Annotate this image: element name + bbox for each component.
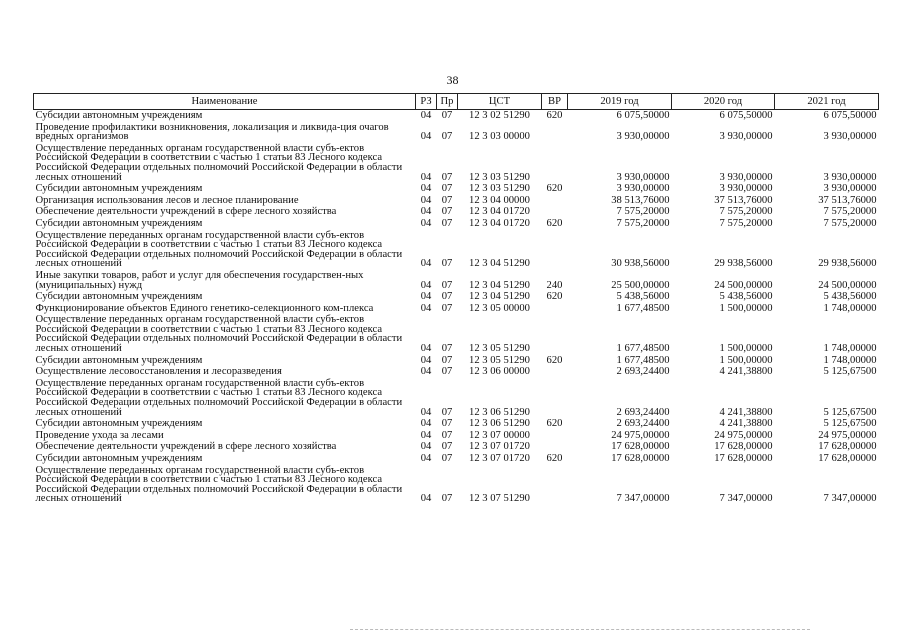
cell-cst: 12 3 04 51290 xyxy=(469,258,530,270)
cell-rz: 04 xyxy=(420,429,432,441)
cell-2019: 2 693,24400 xyxy=(616,406,670,418)
cell-rz: 04 xyxy=(420,258,432,270)
cell-name: Осуществление переданных органам государственной власти субъ-ектов Российской Федерации в соответствии с частью 1 статьи 83 Лесного кодекса Российской Федерации отдельных полномочий Российской Федерации в области лесных отношений xyxy=(35,377,403,418)
table-row xyxy=(34,206,879,218)
cell-name: Обеспечение деятельности учреждений в сфере лесного хозяйства xyxy=(35,206,337,218)
cell-2021: 7 347,00000 xyxy=(823,493,877,505)
cell-2021: 24 975,00000 xyxy=(818,429,877,441)
cell-2019: 7 575,20000 xyxy=(616,206,670,218)
cell-rz: 04 xyxy=(420,110,432,121)
cell-name: Осуществление переданных органам государственной власти субъ-ектов Российской Федерации в соответствии с частью 1 статьи 83 Лесного кодекса Российской Федерации отдельных полномочий Российской Федерации в области лесных отношений xyxy=(35,142,403,183)
cell-2019: 7 347,00000 xyxy=(616,493,670,505)
cell-vr: 620 xyxy=(546,418,563,430)
cell-2021: 24 500,00000 xyxy=(818,279,877,291)
cell-vr xyxy=(542,378,568,418)
cell-rz: 04 xyxy=(420,171,432,183)
cell-2021: 3 930,00000 xyxy=(823,183,877,195)
cell-cst: 12 3 06 51290 xyxy=(469,418,530,430)
cell-2020: 6 075,50000 xyxy=(719,110,773,121)
cell-cst: 12 3 03 51290 xyxy=(469,183,530,195)
cell-2019: 3 930,00000 xyxy=(616,183,670,195)
cell-rz: 04 xyxy=(420,194,432,206)
cell-vr xyxy=(542,206,568,218)
cell-name: Субсидии автономным учреждениям xyxy=(35,418,203,430)
cell-2020: 17 628,00000 xyxy=(714,441,773,453)
cell-cst: 12 3 07 01720 xyxy=(469,453,530,464)
cell-vr xyxy=(542,195,568,207)
cell-pr: 07 xyxy=(441,453,453,464)
cell-2020: 7 575,20000 xyxy=(719,206,773,218)
cell-pr: 07 xyxy=(441,441,453,453)
cell-2019: 3 930,00000 xyxy=(616,171,670,183)
cell-cst: 12 3 03 51290 xyxy=(469,171,530,183)
page-number: 38 xyxy=(446,73,459,87)
cell-2021: 17 628,00000 xyxy=(818,453,877,464)
cell-rz: 04 xyxy=(420,441,432,453)
cell-cst: 12 3 04 01720 xyxy=(469,217,530,229)
cell-pr: 07 xyxy=(441,493,453,505)
table-row xyxy=(34,143,879,183)
cell-pr: 07 xyxy=(441,110,453,121)
cell-name: Субсидии автономным учреждениям xyxy=(35,291,203,303)
cell-pr: 07 xyxy=(441,258,453,270)
cell-pr: 07 xyxy=(441,366,453,378)
cell-cst: 12 3 05 51290 xyxy=(469,343,530,355)
cell-2019: 1 677,48500 xyxy=(616,302,670,314)
cell-vr: 620 xyxy=(546,217,563,229)
table-row xyxy=(34,378,879,418)
cell-2020: 24 500,00000 xyxy=(714,279,773,291)
header-2020: 2020 год xyxy=(672,94,775,110)
header-pr: Пр xyxy=(437,94,458,110)
cell-2021: 1 748,00000 xyxy=(823,343,877,355)
cell-rz: 04 xyxy=(420,493,432,505)
cell-cst: 12 3 06 51290 xyxy=(469,406,530,418)
cell-pr: 07 xyxy=(441,429,453,441)
cell-pr: 07 xyxy=(441,354,453,366)
table-row xyxy=(34,291,879,303)
header-cst: ЦСТ xyxy=(458,94,542,110)
cell-vr xyxy=(542,441,568,453)
cell-2019: 17 628,00000 xyxy=(611,453,670,464)
cell-vr: 620 xyxy=(546,453,563,464)
cell-rz: 04 xyxy=(420,453,432,464)
cell-pr: 07 xyxy=(441,406,453,418)
cell-2019: 2 693,24400 xyxy=(616,418,670,430)
cell-cst: 12 3 02 51290 xyxy=(469,110,530,121)
cell-cst: 12 3 05 51290 xyxy=(469,354,530,366)
cell-cst: 12 3 04 51290 xyxy=(469,279,530,291)
cell-pr: 07 xyxy=(441,171,453,183)
cell-2019: 25 500,00000 xyxy=(611,279,670,291)
table-row xyxy=(34,418,879,430)
cell-cst: 12 3 07 00000 xyxy=(469,429,530,441)
cell-pr: 07 xyxy=(441,418,453,430)
table-row xyxy=(34,441,879,453)
header-2019: 2019 год xyxy=(568,94,672,110)
cell-name: Субсидии автономным учреждениям xyxy=(35,183,203,195)
cell-2020: 4 241,38800 xyxy=(719,366,773,378)
cell-2020: 17 628,00000 xyxy=(714,453,773,464)
cell-pr: 07 xyxy=(441,302,453,314)
table-row xyxy=(34,314,879,354)
table-row xyxy=(34,195,879,207)
cell-2020: 1 500,00000 xyxy=(719,343,773,355)
cell-vr: 620 xyxy=(546,291,563,303)
cell-pr: 07 xyxy=(441,343,453,355)
cell-name: Проведение профилактики возникновения, локализация и ликвида-ция очагов вредных организмов xyxy=(35,121,389,143)
table-row xyxy=(34,270,879,291)
table-row xyxy=(34,303,879,315)
cell-name: Функционирование объектов Единого генетико-селекционного ком-плекса xyxy=(35,302,374,314)
table-row xyxy=(34,430,879,442)
cell-name: Субсидии автономным учреждениям xyxy=(35,453,203,464)
cell-2020: 7 347,00000 xyxy=(719,493,773,505)
cell-2019: 17 628,00000 xyxy=(611,441,670,453)
cell-2020: 3 930,00000 xyxy=(719,131,773,143)
cell-2019: 38 513,76000 xyxy=(611,194,670,206)
cell-pr: 07 xyxy=(441,206,453,218)
cell-name: Осуществление лесовосстановления и лесоразведения xyxy=(35,366,282,378)
cell-2021: 5 438,56000 xyxy=(823,291,877,303)
cell-vr xyxy=(542,314,568,354)
cell-2019: 2 693,24400 xyxy=(616,366,670,378)
cell-2020: 7 575,20000 xyxy=(719,217,773,229)
cell-name: Субсидии автономным учреждениям xyxy=(35,354,203,366)
cell-cst: 12 3 04 00000 xyxy=(469,194,530,206)
cell-2020: 3 930,00000 xyxy=(719,183,773,195)
table-row xyxy=(34,122,879,143)
table-row xyxy=(34,465,879,505)
cell-2019: 3 930,00000 xyxy=(616,131,670,143)
table-header-row xyxy=(34,94,879,110)
cell-cst: 12 3 03 00000 xyxy=(469,131,530,143)
cell-2021: 1 748,00000 xyxy=(823,302,877,314)
cell-2020: 1 500,00000 xyxy=(719,354,773,366)
cell-cst: 12 3 07 51290 xyxy=(469,493,530,505)
table-row xyxy=(34,355,879,367)
cell-2019: 24 975,00000 xyxy=(611,429,670,441)
cell-rz: 04 xyxy=(420,279,432,291)
cell-pr: 07 xyxy=(441,131,453,143)
cell-name: Организация использования лесов и лесное планирование xyxy=(35,194,299,206)
cell-2021: 6 075,50000 xyxy=(823,110,877,121)
cell-rz: 04 xyxy=(420,183,432,195)
cell-vr: 620 xyxy=(546,110,563,121)
cell-name: Проведение ухода за лесами xyxy=(35,429,164,441)
cell-2021: 7 575,20000 xyxy=(823,217,877,229)
header-rz: РЗ xyxy=(416,94,437,110)
cell-2019: 5 438,56000 xyxy=(616,291,670,303)
cell-2021: 5 125,67500 xyxy=(823,418,877,430)
cell-2021: 5 125,67500 xyxy=(823,406,877,418)
table-row xyxy=(34,218,879,230)
cell-2019: 30 938,56000 xyxy=(611,258,670,270)
cell-cst: 12 3 04 01720 xyxy=(469,206,530,218)
cell-vr xyxy=(542,465,568,505)
cell-pr: 07 xyxy=(441,183,453,195)
cell-2021: 5 125,67500 xyxy=(823,366,877,378)
cell-rz: 04 xyxy=(420,291,432,303)
cell-rz: 04 xyxy=(420,366,432,378)
cell-vr: 620 xyxy=(546,183,563,195)
table-row xyxy=(34,366,879,378)
cell-cst: 12 3 07 01720 xyxy=(469,441,530,453)
cell-cst: 12 3 04 51290 xyxy=(469,291,530,303)
cell-rz: 04 xyxy=(420,206,432,218)
cell-vr: 240 xyxy=(546,279,563,291)
table-row xyxy=(34,230,879,270)
cell-cst: 12 3 06 00000 xyxy=(469,366,530,378)
cell-rz: 04 xyxy=(420,354,432,366)
cell-2020: 1 500,00000 xyxy=(719,302,773,314)
cell-name: Субсидии автономным учреждениям xyxy=(35,217,203,229)
cell-2020: 3 930,00000 xyxy=(719,171,773,183)
cell-2021: 3 930,00000 xyxy=(823,131,877,143)
cell-rz: 04 xyxy=(420,131,432,143)
cell-vr xyxy=(542,230,568,270)
cell-2019: 1 677,48500 xyxy=(616,354,670,366)
cell-2019: 7 575,20000 xyxy=(616,217,670,229)
footer-rule xyxy=(350,629,810,631)
cell-2021: 1 748,00000 xyxy=(823,354,877,366)
cell-name: Обеспечение деятельности учреждений в сфере лесного хозяйства xyxy=(35,441,337,453)
cell-name: Осуществление переданных органам государственной власти субъ-ектов Российской Федерации в соответствии с частью 1 статьи 83 Лесного кодекса Российской Федерации отдельных полномочий Российской Федерации в области лесных отношений xyxy=(35,464,403,505)
cell-2019: 6 075,50000 xyxy=(616,110,670,121)
cell-vr xyxy=(542,303,568,315)
cell-2019: 1 677,48500 xyxy=(616,343,670,355)
cell-rz: 04 xyxy=(420,406,432,418)
cell-pr: 07 xyxy=(441,279,453,291)
cell-2021: 37 513,76000 xyxy=(818,194,877,206)
cell-pr: 07 xyxy=(441,291,453,303)
table-row xyxy=(34,110,879,122)
header-2021: 2021 год xyxy=(775,94,879,110)
cell-name: Осуществление переданных органам государственной власти субъ-ектов Российской Федерации в соответствии с частью 1 статьи 83 Лесного кодекса Российской Федерации отдельных полномочий Российской Федерации в области лесных отношений xyxy=(35,229,403,270)
cell-pr: 07 xyxy=(441,217,453,229)
budget-table xyxy=(33,93,879,505)
cell-rz: 04 xyxy=(420,418,432,430)
header-name: Наименование xyxy=(34,94,416,110)
cell-2021: 3 930,00000 xyxy=(823,171,877,183)
cell-rz: 04 xyxy=(420,343,432,355)
cell-rz: 04 xyxy=(420,217,432,229)
cell-2020: 24 975,00000 xyxy=(714,429,773,441)
cell-2020: 4 241,38800 xyxy=(719,418,773,430)
cell-pr: 07 xyxy=(441,194,453,206)
cell-2021: 29 938,56000 xyxy=(818,258,877,270)
cell-2020: 29 938,56000 xyxy=(714,258,773,270)
cell-vr: 620 xyxy=(546,354,563,366)
cell-vr xyxy=(542,430,568,442)
cell-cst: 12 3 05 00000 xyxy=(469,302,530,314)
cell-vr xyxy=(542,143,568,183)
cell-vr xyxy=(542,122,568,143)
cell-2021: 17 628,00000 xyxy=(818,441,877,453)
cell-2020: 37 513,76000 xyxy=(714,194,773,206)
cell-2020: 5 438,56000 xyxy=(719,291,773,303)
cell-2020: 4 241,38800 xyxy=(719,406,773,418)
table-body xyxy=(34,110,879,505)
cell-rz: 04 xyxy=(420,302,432,314)
table-row xyxy=(34,453,879,465)
cell-vr xyxy=(542,366,568,378)
cell-name: Иные закупки товаров, работ и услуг для обеспечения государствен-ных (муниципальных) нужд xyxy=(35,269,364,291)
header-vr: ВР xyxy=(542,94,568,110)
table-row xyxy=(34,183,879,195)
cell-name: Субсидии автономным учреждениям xyxy=(35,110,203,121)
cell-2021: 7 575,20000 xyxy=(823,206,877,218)
cell-name: Осуществление переданных органам государственной власти субъ-ектов Российской Федерации в соответствии с частью 1 статьи 83 Лесного кодекса Российской Федерации отдельных полномочий Российской Федерации в области лесных отношений xyxy=(35,314,403,355)
